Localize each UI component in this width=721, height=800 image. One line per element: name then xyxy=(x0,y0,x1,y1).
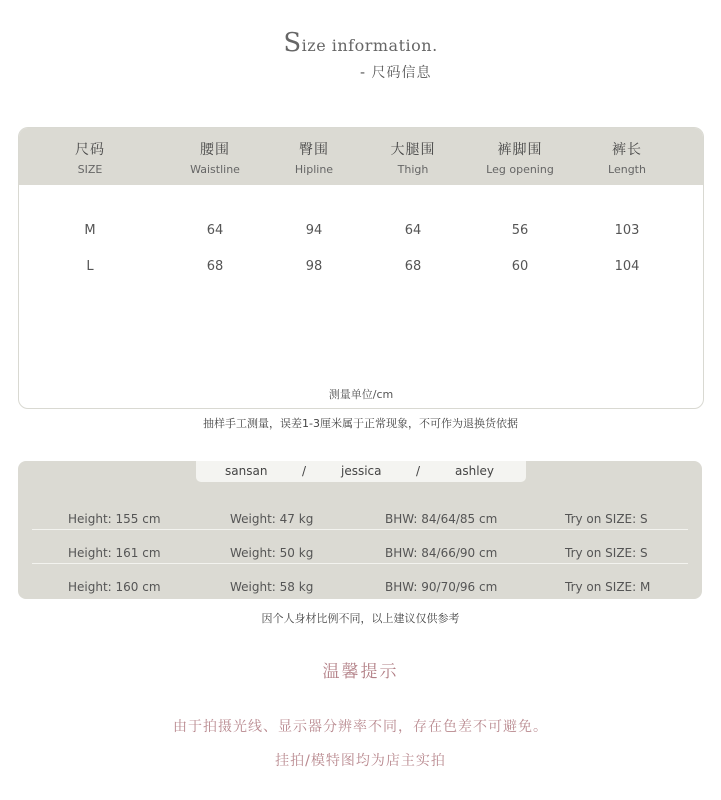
model-bhw: BHW: 90/70/96 cm xyxy=(385,580,498,594)
cell-thigh: 64 xyxy=(404,223,422,238)
title-capital: S xyxy=(283,28,302,58)
model-separator: / xyxy=(416,464,421,478)
model-info-panel xyxy=(18,461,702,599)
tips-line-1: 由于拍摄光线、显示器分辨率不同，存在色差不可避免。 xyxy=(173,719,548,735)
header-size-en: SIZE xyxy=(77,163,103,176)
model-weight: Weight: 50 kg xyxy=(230,546,314,560)
header-length-cn: 裤长 xyxy=(612,142,642,158)
model-weight: Weight: 58 kg xyxy=(230,580,314,594)
measure-note: 抽样手工测量，误差1-3厘米属于正常现象，不可作为退换货依据 xyxy=(203,417,518,430)
header-length-en: Length xyxy=(608,163,646,176)
cell-size: L xyxy=(86,259,94,274)
page-subtitle: - 尺码信息 xyxy=(360,65,432,81)
header-waist-en: Waistline xyxy=(190,163,240,176)
page-title xyxy=(0,28,721,58)
row-divider xyxy=(32,563,688,564)
model-height: Height: 161 cm xyxy=(68,546,161,560)
cell-leg: 56 xyxy=(511,223,529,238)
model-separator: / xyxy=(302,464,307,478)
size-table xyxy=(18,127,704,409)
header-leg-en: Leg opening xyxy=(486,163,554,176)
model-note: 因个人身材比例不同，以上建议仅供参考 xyxy=(261,612,460,625)
header-size-cn: 尺码 xyxy=(75,142,105,158)
cell-length: 103 xyxy=(614,223,640,238)
cell-waist: 64 xyxy=(206,223,224,238)
title-rest: ize information. xyxy=(301,36,438,55)
header-hip-en: Hipline xyxy=(294,163,334,176)
cell-leg: 60 xyxy=(511,259,529,274)
model-height: Height: 155 cm xyxy=(68,512,161,526)
row-divider xyxy=(32,529,688,530)
model-weight: Weight: 47 kg xyxy=(230,512,314,526)
cell-waist: 68 xyxy=(206,259,224,274)
header-hip-cn: 臀围 xyxy=(299,142,329,158)
model-bhw: BHW: 84/66/90 cm xyxy=(385,546,498,560)
cell-hip: 94 xyxy=(305,223,323,238)
model-try-size: Try on SIZE: S xyxy=(565,512,648,526)
model-row xyxy=(18,502,702,536)
cell-thigh: 68 xyxy=(404,259,422,274)
model-row xyxy=(18,536,702,570)
model-try-size: Try on SIZE: S xyxy=(565,546,648,560)
model-row xyxy=(18,570,702,599)
cell-size: M xyxy=(84,223,96,238)
header-thigh-cn: 大腿围 xyxy=(390,142,436,158)
model-height: Height: 160 cm xyxy=(68,580,161,594)
model-name-jessica: jessica xyxy=(341,464,382,478)
header-waist-cn: 腰围 xyxy=(200,142,230,158)
model-name-sansan: sansan xyxy=(225,464,268,478)
model-names-tab xyxy=(196,461,526,482)
header-leg-cn: 裤脚围 xyxy=(497,142,543,158)
tips-line-2: 挂拍/模特图均为店主实拍 xyxy=(275,753,446,769)
model-bhw: BHW: 84/64/85 cm xyxy=(385,512,498,526)
measurement-unit: 测量单位/cm xyxy=(328,388,394,401)
size-table-header xyxy=(19,128,703,185)
model-try-size: Try on SIZE: M xyxy=(565,580,651,594)
cell-length: 104 xyxy=(614,259,640,274)
model-name-ashley: ashley xyxy=(455,464,495,478)
header-thigh-en: Thigh xyxy=(397,163,429,176)
tips-title: 温馨提示 xyxy=(322,662,399,682)
cell-hip: 98 xyxy=(305,259,323,274)
